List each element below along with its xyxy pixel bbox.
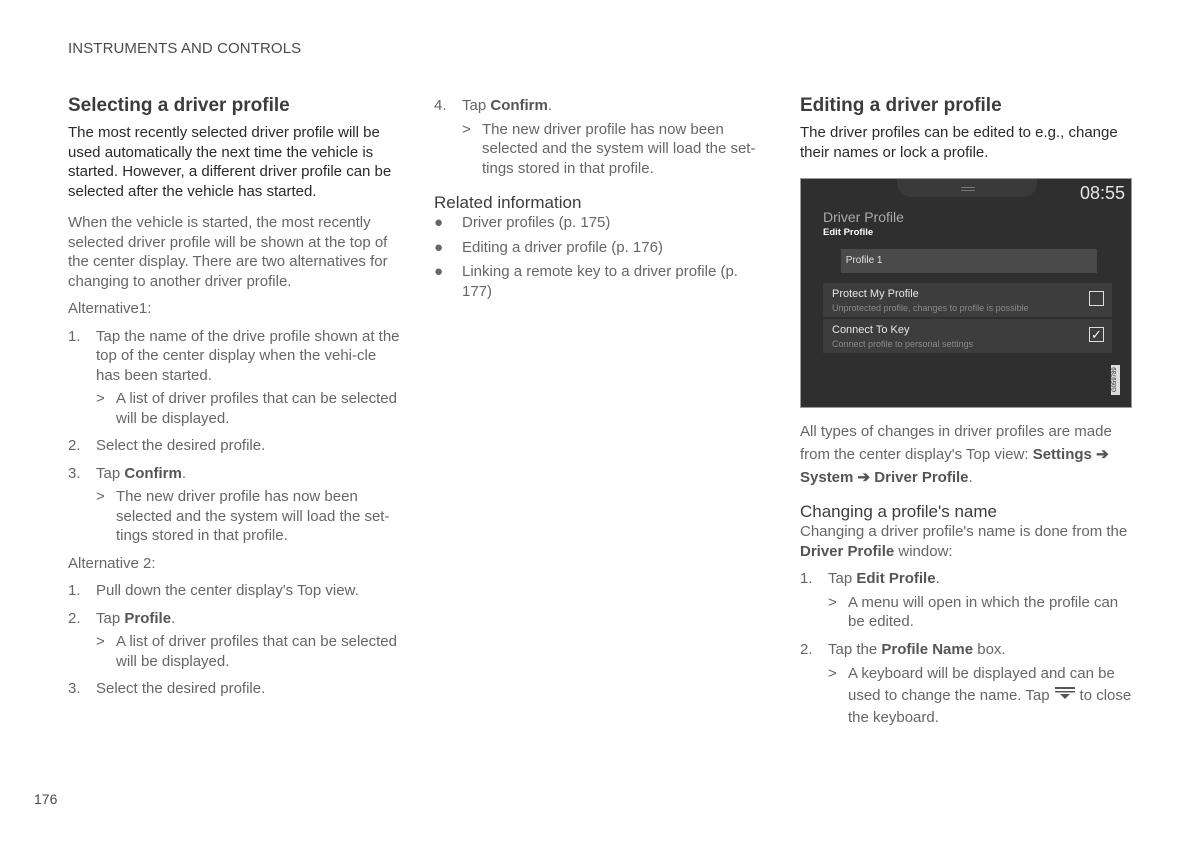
related-link-1[interactable]: ● Driver profiles (p. 175) xyxy=(434,214,611,231)
column-middle xyxy=(434,94,770,301)
step-1: 1. Tap the name of the drive profile shown at the top of the center display when the vehi-cle has been started. xyxy=(68,327,400,384)
column-right xyxy=(800,94,1136,729)
related-information-title: Related information xyxy=(434,193,582,212)
alt2-step-2-result: > A list of driver profiles that can be selected will be displayed. xyxy=(96,633,397,670)
intro-paragraph: The most recently selected driver profile will be used automatically the next time the vehicle is started. However, a different driver profile can be selected after the vehicle has started. xyxy=(68,124,392,200)
checkbox-checked-icon: ✓ xyxy=(1089,327,1104,342)
center-display-screenshot xyxy=(800,178,1132,408)
changing-name-paragraph: Changing a driver profile's name is done from the Driver Profile window: xyxy=(800,523,1128,560)
alternative-2-label: Alternative 2: xyxy=(68,554,156,572)
arrow-icon: ➔ xyxy=(857,469,871,486)
changing-name-title: Changing a profile's name xyxy=(800,502,997,521)
alt2-step-1: 1. Pull down the center display's Top view. xyxy=(68,582,359,599)
section-title-editing: Editing a driver profile xyxy=(800,95,1002,116)
confirm-label: Confirm xyxy=(490,97,548,114)
profile-label: Profile xyxy=(124,609,172,627)
related-link-2[interactable]: ● Editing a driver profile (p. 176) xyxy=(434,238,663,256)
arrow-icon: ➔ xyxy=(1096,446,1109,463)
step-4-result: > The new driver profile has now been selected and the system will load the set-tings stored in that profile. xyxy=(462,120,756,177)
top-view-handle xyxy=(897,179,1037,197)
alternative-1-label: Alternative1: xyxy=(68,300,152,317)
step-1-result: > A list of driver profiles that can be selected will be displayed. xyxy=(96,390,397,427)
body-paragraph: When the vehicle is started, the most recently selected driver profile will be shown at the top of the center display. There are two alternatives for changing to another driver profile. xyxy=(68,214,388,290)
step-3: 3. Tap Confirm. xyxy=(68,464,187,482)
step-4: 4. Tap Confirm. xyxy=(434,97,553,114)
editing-intro: The driver profiles can be edited to e.g., change their names or lock a profile. xyxy=(800,124,1118,161)
running-header: INSTRUMENTS AND CONTROLS xyxy=(68,40,302,57)
connect-key-row: Connect To Key Connect profile to personal settings ✓ xyxy=(823,319,1112,353)
edit-step-1-result: > A menu will open in which the profile can be edited. xyxy=(828,593,1119,630)
edit-step-2-result: > A keyboard will be displayed and can be used to change the name. Tap to close the keyboard. xyxy=(828,665,1132,727)
alt2-step-3: 3. Select the desired profile. xyxy=(68,680,266,697)
column-left xyxy=(68,94,404,699)
confirm-label: Confirm xyxy=(124,464,182,482)
image-code: G059789 xyxy=(1111,365,1120,395)
handle-lines-icon xyxy=(961,187,975,188)
clock: 08:55 xyxy=(1079,183,1125,203)
keyboard-hide-icon xyxy=(1054,685,1076,707)
screen-subtitle: Edit Profile xyxy=(823,227,874,238)
protect-profile-row: Protect My Profile Unprotected profile, changes to profile is possible xyxy=(823,283,1112,317)
checkbox-unchecked-icon xyxy=(1089,291,1104,306)
edit-step-2: 2. Tap the Profile Name box. xyxy=(800,640,1006,658)
screen-title: Driver Profile xyxy=(823,209,904,225)
step-2: 2. Select the desired profile. xyxy=(68,437,266,454)
related-link-3[interactable]: ● Linking a remote key to a driver profile (p. 177) xyxy=(434,263,738,300)
edit-step-1: 1. Tap Edit Profile. xyxy=(800,570,940,587)
section-title-selecting: Selecting a driver profile xyxy=(68,95,290,116)
changes-paragraph: All types of changes in driver profiles are made from the center display's Top view: Settings ➔ System ➔ Driver Profile. xyxy=(800,423,1112,486)
alt2-step-2: 2. Tap Profile. xyxy=(68,609,176,627)
step-3-result: > The new driver profile has now been selected and the system will load the set-tings stored in that profile. xyxy=(96,488,390,544)
profile-name-field: Profile 1 xyxy=(841,249,1097,273)
page-number: 176 xyxy=(34,791,58,807)
